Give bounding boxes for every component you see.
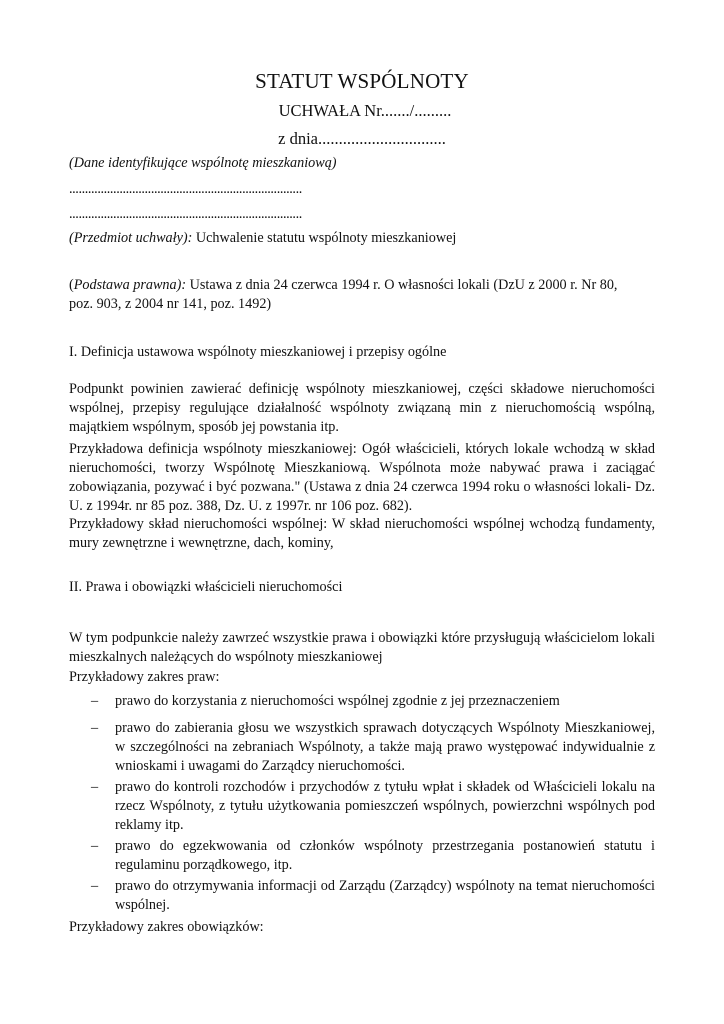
subject-value: Uchwalenie statutu wspólnoty mieszkaniowej <box>192 230 457 246</box>
list-item-text: prawo do kontroli rozchodów i przychodów z tytułu wpłat i składek od Właścicieli lokalu na rzecz Wspólnoty, z tytułu użytkowania pomieszczeń wspólnych, powierzchni wspólnych pod reklamy itp. <box>115 779 655 833</box>
resolution-number-line: UCHWAŁA Nr......./......... <box>278 101 452 120</box>
list-item-text: prawo do egzekwowania od członków wspólnoty przestrzegania postanowień statutu i regulaminu porządkowego, itp. <box>115 838 655 873</box>
dotted-line: .......................................................................... <box>69 181 302 197</box>
paragraph: Podpunkt powinien zawierać definicję wspólnoty mieszkaniowej, części składowe nieruchomości wspólnej, przepisy regulujące działalność wspólnoty związaną min z nieruchomością wspólną, majątkiem wspólnym, sposób jej powstania itp. <box>69 381 655 435</box>
subject-label: (Przedmiot uchwały): <box>69 230 193 246</box>
dash-bullet: – <box>91 878 99 894</box>
section-heading: I. Definicja ustawowa wspólnoty mieszkaniowej i przepisy ogólne <box>69 344 447 360</box>
dash-bullet: – <box>91 779 99 795</box>
legal-basis-line: poz. 903, z 2004 nr 141, poz. 1492) <box>69 296 272 312</box>
paragraph: Przykładowy skład nieruchomości wspólnej: W skład nieruchomości wspólnej wchodzą fundamenty, mury zewnętrzne i wewnętrzne, dach, kominy, <box>69 516 655 551</box>
dotted-line: .......................................................................... <box>69 206 302 222</box>
legal-basis-label: Podstawa prawna): <box>73 277 187 293</box>
resolution-subject <box>69 229 655 248</box>
resolution-date-line: z dnia............................... <box>278 129 446 148</box>
list-item-text: prawo do zabierania głosu we wszystkich sprawach dotyczących Wspólnoty Mieszkaniowej, w szczególności na zebraniach Wspólnoty, a także mają prawo występować indywidualnie z wnioskami i uwagami do Zarządcy nieruchomości. <box>115 720 655 774</box>
list-item-text: prawo do otrzymywania informacji od Zarządu (Zarządcy) wspólnoty na temat nieruchomości wspólnej. <box>115 878 655 913</box>
dash-bullet: – <box>91 720 99 736</box>
dash-bullet: – <box>91 693 99 709</box>
rights-label: Przykładowy zakres praw: <box>69 669 220 685</box>
legal-basis-line <box>69 276 655 295</box>
list-item-text: prawo do korzystania z nieruchomości wspólnej zgodnie z jej przeznaczeniem <box>115 693 560 709</box>
dash-bullet: – <box>91 838 99 854</box>
duties-label: Przykładowy zakres obowiązków: <box>69 919 264 935</box>
legal-basis <box>69 276 655 314</box>
paragraph: W tym podpunkcie należy zawrzeć wszystkie prawa i obowiązki które przysługują właścicielom lokali mieszkalnych należących do wspólnoty mieszkaniowej <box>69 630 655 665</box>
identification-label: (Dane identyfikujące wspólnotę mieszkaniową) <box>69 155 337 171</box>
section-heading: II. Prawa i obowiązki właścicieli nieruchomości <box>69 579 343 595</box>
legal-basis-text: Ustawa z dnia 24 czerwca 1994 r. O własności lokali (DzU z 2000 r. Nr 80, <box>186 277 618 293</box>
document-title: STATUT WSPÓLNOTY <box>255 69 469 93</box>
legal-basis-paren: ( <box>69 277 74 293</box>
paragraph: Przykładowa definicja wspólnoty mieszkaniowej: Ogół właścicieli, których lokale wchodzą w skład nieruchomości, tworzy Wspólnotę Mieszkaniową. Wspólnota może nabywać prawa i zaciągać zobowiązania, pozywać i być pozwana." (Ustawa z dnia 24 czerwca 1994 roku o własności lokali- Dz. U. z 1994r. nr 85 poz. 388, Dz. U. z 1997r. nr 106 poz. 682). <box>69 441 655 514</box>
